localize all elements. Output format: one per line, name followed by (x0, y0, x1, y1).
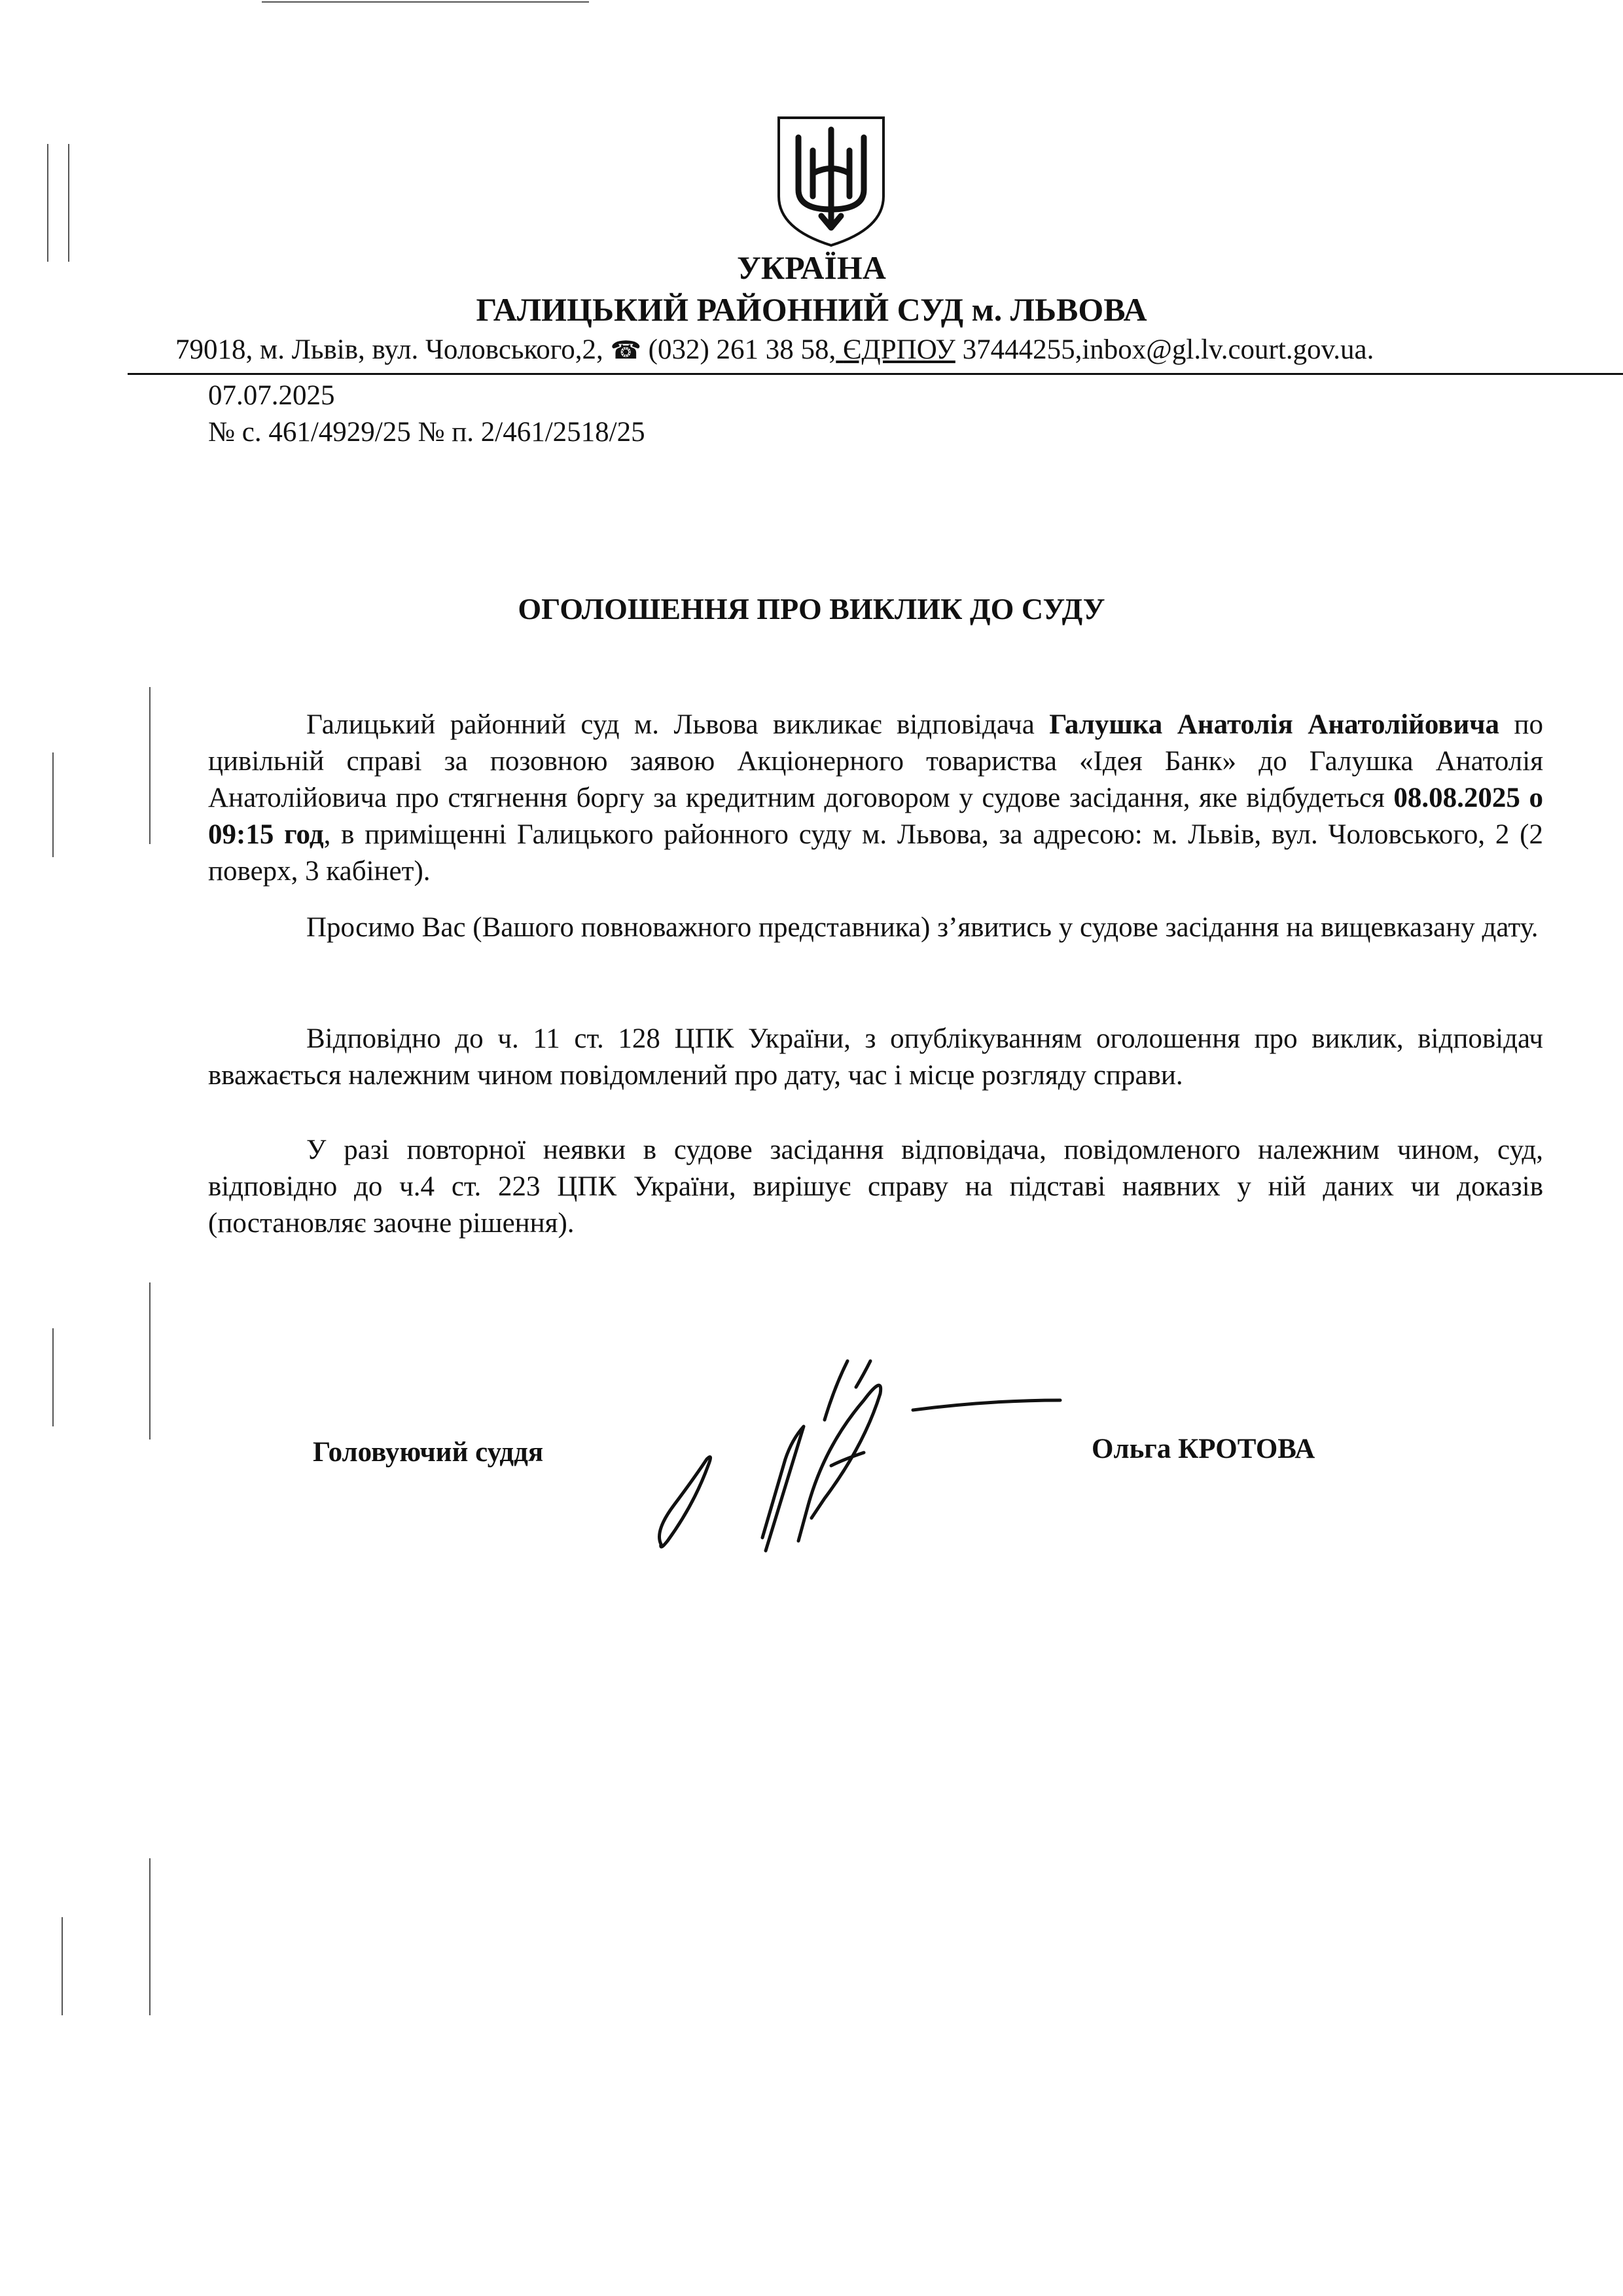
case-numbers: № с. 461/4929/25 № п. 2/461/2518/25 (208, 417, 645, 448)
defendant-name: Галушка Анатолія Анатолійовича (1049, 709, 1500, 740)
judge-name: Ольга КРОТОВА (1092, 1434, 1315, 1464)
coat-of-arms-icon (772, 111, 890, 249)
scan-mark (149, 1858, 151, 2015)
scan-mark (47, 144, 48, 262)
telephone-icon: ☎ (610, 336, 641, 364)
scan-mark (68, 144, 69, 262)
address-street: 79018, м. Львів, вул. Чоловського,2, (175, 334, 611, 365)
document-title: ОГОЛОШЕННЯ ПРО ВИКЛИК ДО СУДУ (518, 592, 1105, 626)
scan-mark (262, 1, 589, 3)
court-address: 79018, м. Львів, вул. Чоловського,2, ☎ (032) 261 38 58, ЄДРПОУ 37444255,inbox@gl.lv.court.gov.ua. (175, 334, 1374, 365)
document-date: 07.07.2025 (208, 380, 335, 411)
edrpou-label: ЄДРПОУ (843, 334, 955, 365)
hearing-datetime: 08.08.2025 о 09:15 год (208, 783, 1544, 850)
court-name: ГАЛИЦЬКИЙ РАЙОННИЙ СУД м. ЛЬВОВА (476, 291, 1147, 328)
edrpou-and-email[interactable]: 37444255,inbox@gl.lv.court.gov.ua. (962, 334, 1374, 365)
paragraph-summons: Галицький районний суд м. Львова викликає відповідача Галушка Анатолія Анатолійовича по цивільній справі за позовною заявою Акціонерного товариства «Ідея Банк» до Галушка Анатолія Анатолійовича про стягнення боргу за кредитним договором у судове засідання, яке відбудеться 08.08.2025 о 09:15 год, в приміщенні Галицького районного суду м. Львова, за адресою: м. Львів, вул. Чоловського, 2 (2 поверх, 3 кабінет). (208, 709, 1544, 887)
scan-mark (149, 687, 151, 844)
paragraph-request: Просимо Вас (Вашого повноважного представника) з’явитись у судове засідання на вищевказану дату. (306, 912, 1539, 943)
header-divider (128, 373, 1623, 375)
scan-mark (52, 1328, 54, 1426)
scan-mark (52, 752, 54, 857)
scan-mark (149, 1282, 151, 1439)
paragraph-notice: Відповідно до ч. 11 ст. 128 ЦПК України, з опублікуванням оголошення про виклик, відповідач вважається належним чином повідомлений про дату, час і місце розгляду справи. (208, 1023, 1543, 1091)
court-phone: (032) 261 38 58 (648, 334, 829, 365)
paragraph-absence: У разі повторної неявки в судове засідання відповідача, повідомленого належним чином, суд, відповідно до ч.4 ст. 223 ЦПК України, вирішує справу на підставі наявних у ній даних чи доказів (постановляє заочне рішення). (208, 1135, 1543, 1239)
handwritten-signature-icon (648, 1348, 1119, 1557)
signature-position: Головуючий суддя (313, 1437, 544, 1468)
scan-mark (62, 1917, 63, 2015)
country-name: УКРАЇНА (737, 249, 886, 286)
